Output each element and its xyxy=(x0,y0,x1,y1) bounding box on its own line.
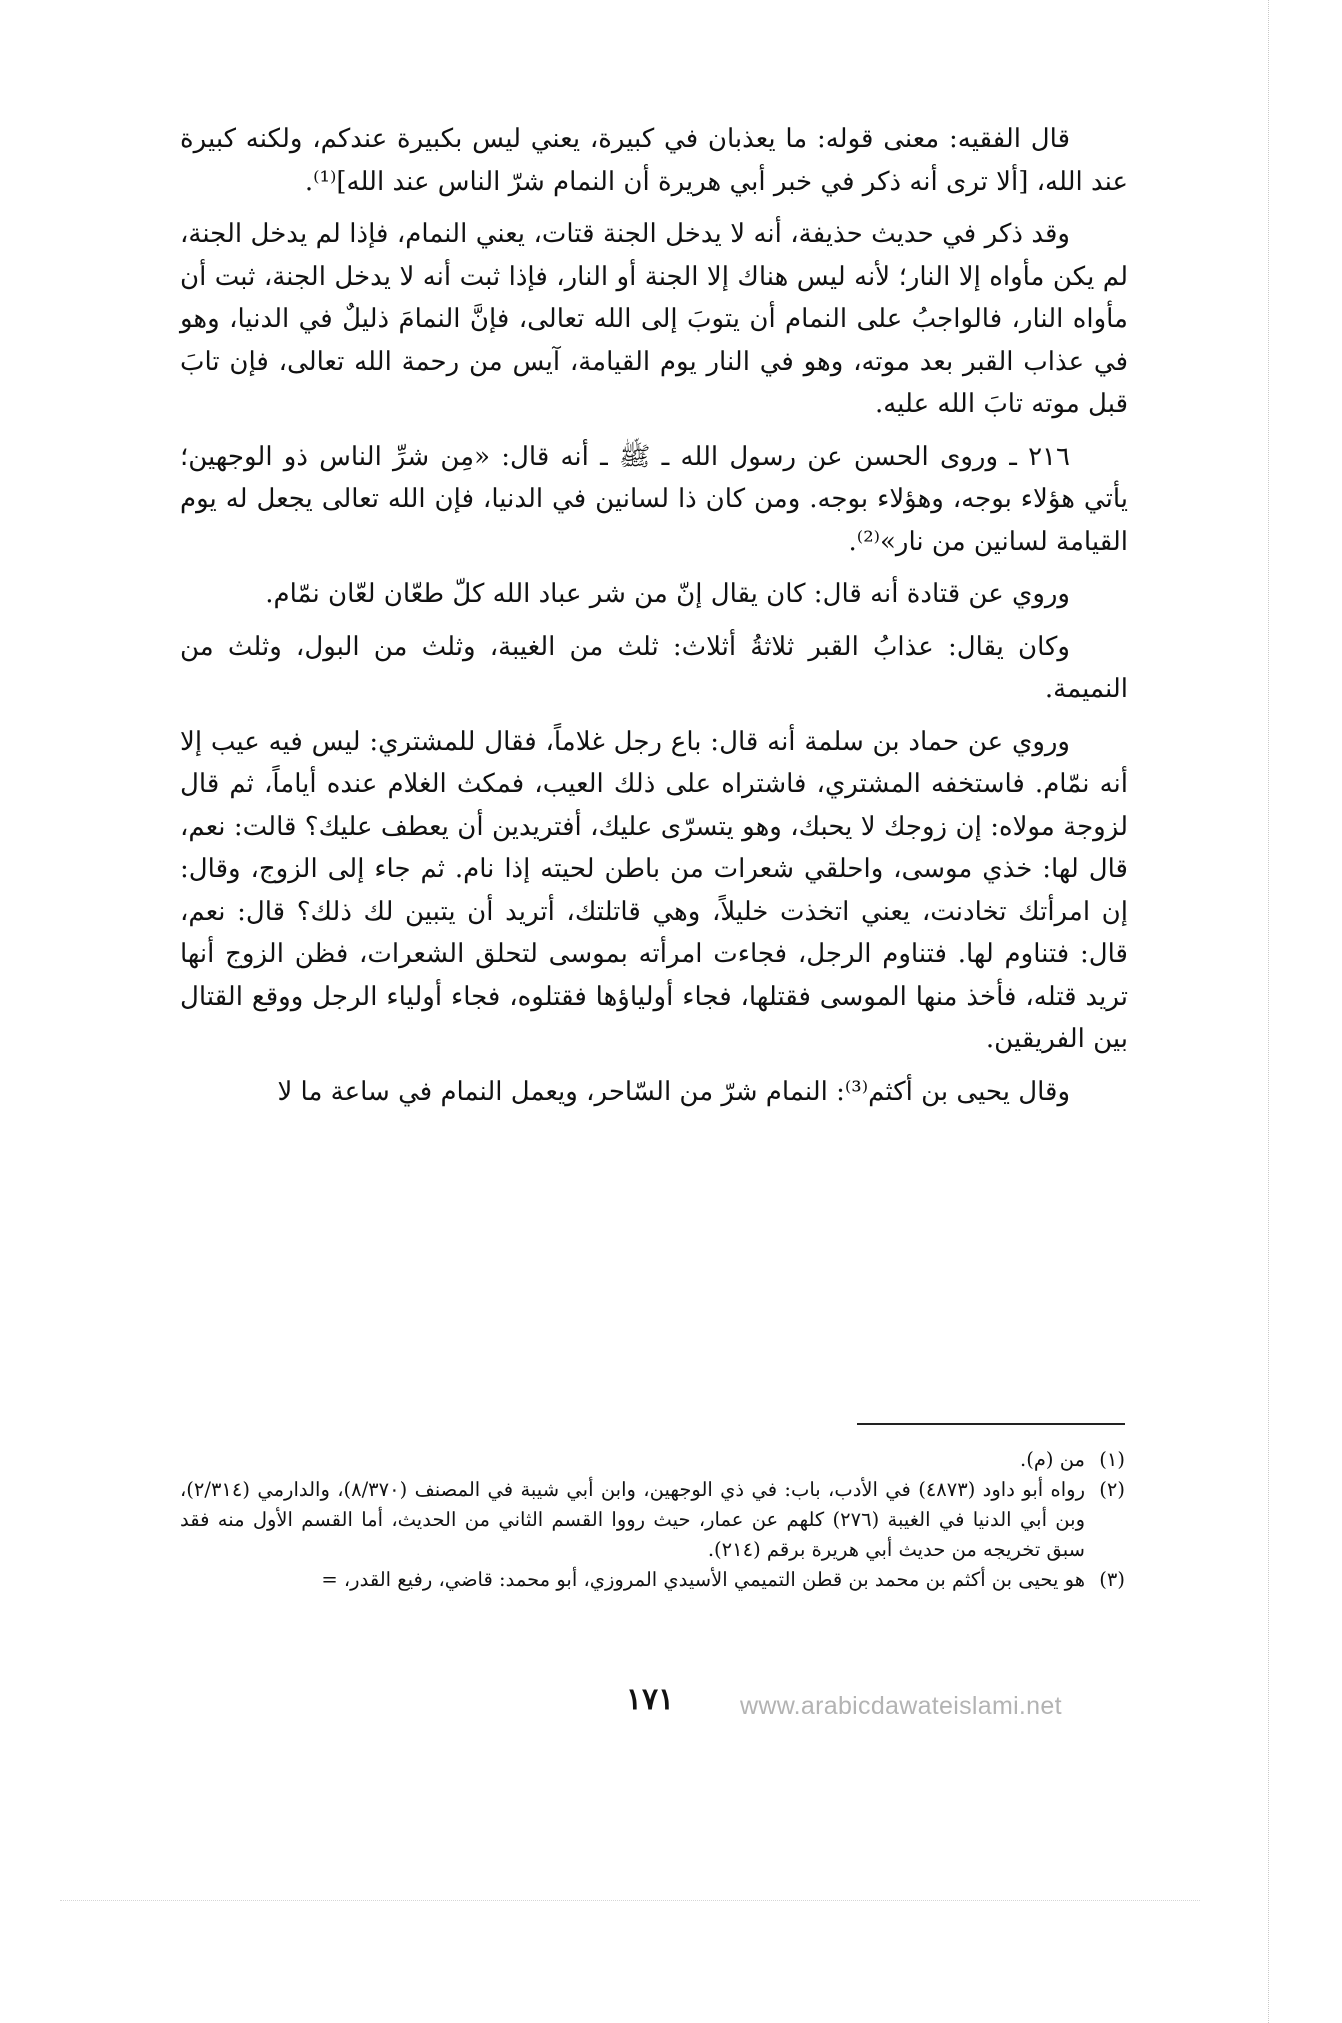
footnotes-section xyxy=(180,1445,1125,1595)
paragraph-faqih-commentary: قال الفقيه: معنى قوله: ما يعذبان في كبيرة، يعني ليس بكبيرة عندكم، ولكنه كبيرة عند الله، [ألا ترى أنه ذكر في خبر أبي هريرة أن النمام شرّ الناس عند الله]⁽¹⁾. xyxy=(180,124,1128,197)
footnote-item xyxy=(180,1445,1125,1475)
footnote-text: من (م). xyxy=(1020,1448,1085,1471)
watermark-url: www.arabicdawateislami.net xyxy=(740,1692,1062,1720)
footnote-number: (١) xyxy=(1099,1448,1125,1471)
paragraph-qatada: وروي عن قتادة أنه قال: كان يقال إنّ من شر عباد الله كلّ طعّان لعّان نمّام. xyxy=(265,579,1070,609)
paragraph-hadith-216: ٢١٦ ـ وروى الحسن عن رسول الله ـ ﷺ ـ أنه قال: «مِن شرِّ الناس ذو الوجهين؛ يأتي هؤلاء بوجه، وهؤلاء بوجه. ومن كان ذا لسانين في الدنيا، فإن الله تعالى يجعل له يوم القيامة لسانين من نار»⁽²⁾. xyxy=(180,441,1128,557)
main-text-body xyxy=(180,118,1128,1123)
footnote-text: رواه أبو داود (٤٨٧٣) في الأدب، باب: في ذي الوجهين، وابن أبي شيبة في المصنف (٨/٣٧٠)، والدارمي (٢/٣١٤)، وبن أبي الدنيا في الغيبة (٢٧٦) كلهم عن عمار، حيث رووا القسم الثاني من الحديث، أما القسم الأول منه فقد سبق تخريجه من حديث أبي هريرة برقم (٢١٤). xyxy=(180,1478,1085,1561)
paragraph-hudhayfa-hadith: وقد ذكر في حديث حذيفة، أنه لا يدخل الجنة قتات، يعني النمام، فإذا لم يدخل الجنة، لم يكن مأواه إلا النار؛ لأنه ليس هناك إلا الجنة أو النار، فإذا ثبت أنه لا يدخل الجنة، ثبت أن مأواه النار، فالواجبُ على النمام أن يتوبَ إلى الله تعالى، فإنَّ النمامَ ذليلٌ في الدنيا، وهو في عذاب القبر بعد موته، وهو في النار يوم القيامة، آيس من رحمة الله تعالى، فإن تابَ قبل موته تابَ الله عليه. xyxy=(180,219,1128,419)
footnote-number: (٣) xyxy=(1099,1568,1125,1591)
scan-bottom-line xyxy=(60,1900,1200,1901)
scan-edge-line xyxy=(1268,0,1269,2023)
paragraph-grave-punishment: وكان يقال: عذابُ القبر ثلاثةُ أثلاث: ثلث من الغيبة، وثلث من البول، وثلث من النميمة. xyxy=(180,631,1128,704)
paragraph-hammad-story: وروي عن حماد بن سلمة أنه قال: باع رجل غلاماً، فقال للمشتري: ليس فيه عيب إلا أنه نمّام. فاستخفه المشتري، فاشتراه على ذلك العيب، فمكث الغلام عنده أياماً، ثم قال لزوجة مولاه: إن زوجك لا يحبك، وهو يتسرّى عليك، أفتريدين أن يعطف عليك؟ قالت: نعم، قال لها: خذي موسى، واحلقي شعرات من باطن لحيته إذا نام. ثم جاء إلى الزوج، وقال: إن امرأتك تخادنت، يعني اتخذت خليلاً، وهي قاتلتك، أتريد أن يتبين لك ذلك؟ قال: نعم، قال: فتناوم لها. فتناوم الرجل، فجاءت امرأته بموسى لتحلق الشعرات، فظن الزوج أنها تريد قتله، فأخذ منها الموسى فقتلها، فجاء أولياؤها فقتلوه، فجاء أولياء الرجل ووقع القتال بين الفريقين. xyxy=(180,726,1128,1054)
footnote-divider xyxy=(857,1423,1125,1425)
footnote-item xyxy=(180,1475,1125,1565)
footnote-text: هو يحيى بن أكثم بن محمد بن قطن التميمي الأسيدي المروزي، أبو محمد: قاضي، رفيع القدر، = xyxy=(321,1568,1085,1591)
footnote-number: (٢) xyxy=(1099,1478,1125,1501)
paragraph-yahya-saying: وقال يحيى بن أكثم⁽³⁾: النمام شرّ من السّاحر، ويعمل النمام في ساعة ما لا xyxy=(277,1076,1070,1107)
footnote-item xyxy=(180,1565,1125,1595)
page-number: ١٧١ xyxy=(625,1682,675,1717)
